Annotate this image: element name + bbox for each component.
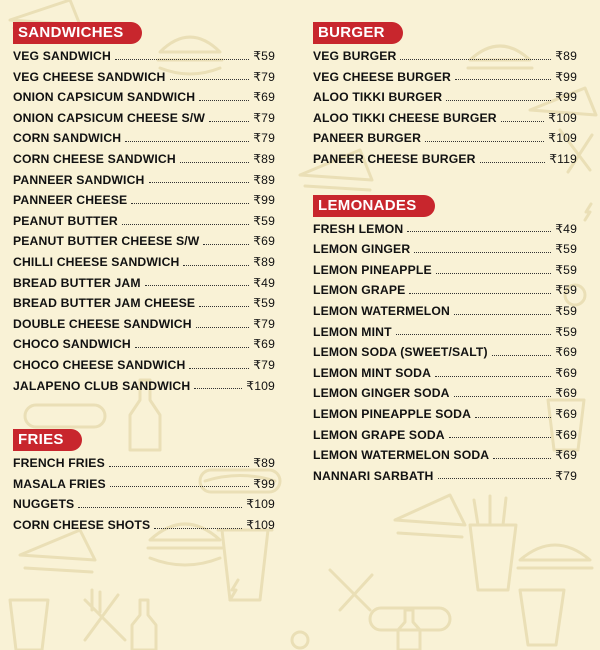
menu-item-name: VEG CHEESE BURGER: [313, 69, 451, 84]
menu-item-name: CHOCO CHEESE SANDWICH: [13, 357, 186, 372]
menu-item-price: ₹79: [253, 110, 275, 125]
menu-item: [13, 211, 275, 232]
menu-item: [313, 108, 577, 129]
dotted-leader: [454, 313, 551, 315]
right-column: [313, 22, 577, 486]
menu-item-name: LEMON GINGER: [313, 242, 411, 257]
dotted-leader: [409, 292, 551, 294]
menu-item-price: ₹59: [555, 324, 577, 339]
menu-item-price: ₹59: [555, 242, 577, 257]
menu-item-price: ₹69: [555, 365, 577, 380]
menu-item-name: NUGGETS: [13, 497, 75, 512]
menu-item: [13, 314, 275, 335]
dotted-leader: [501, 120, 545, 122]
sandwich-icon: [395, 495, 465, 537]
menu-item-price: ₹99: [555, 90, 577, 105]
menu-item-price: ₹89: [253, 254, 275, 269]
menu-item-price: ₹69: [253, 90, 275, 105]
menu-item: [313, 67, 577, 88]
dotted-leader: [199, 305, 249, 307]
menu-item: [13, 474, 275, 495]
menu-item-price: ₹59: [555, 262, 577, 277]
menu-item-name: LEMON MINT: [313, 324, 392, 339]
menu-item: [13, 190, 275, 211]
menu-item-price: ₹69: [253, 234, 275, 249]
menu-item-name: NANNARI SARBATH: [313, 468, 434, 483]
menu-item-price: ₹89: [253, 172, 275, 187]
dotted-leader: [438, 477, 552, 479]
menu-item-name: ONION CAPSICUM CHEESE S/W: [13, 110, 205, 125]
menu-item: [13, 494, 275, 515]
menu-item-name: CORN CHEESE SHOTS: [13, 517, 151, 532]
cup-icon: [218, 530, 272, 600]
dotted-leader: [180, 161, 249, 163]
menu-item-price: ₹79: [253, 69, 275, 84]
menu-item-name: ALOO TIKKI CHEESE BURGER: [313, 110, 497, 125]
menu-item-price: ₹79: [253, 316, 275, 331]
menu-item: [313, 322, 577, 343]
menu-item-price: ₹79: [253, 357, 275, 372]
menu-item-name: VEG SANDWICH: [13, 49, 111, 63]
menu-item-name: LEMON WATERMELON SODA: [313, 448, 490, 463]
menu-item-name: CHOCO SANDWICH: [13, 337, 131, 352]
section-header-lemonades: LEMONADES: [313, 195, 435, 217]
menu-item-price: ₹59: [253, 49, 275, 63]
dotted-leader: [425, 140, 544, 142]
fries-icon: [470, 496, 516, 590]
menu-item: [313, 466, 577, 487]
menu-item-name: LEMON PINEAPPLE SODA: [313, 406, 472, 421]
menu-item-name: PANNEER SANDWICH: [13, 172, 145, 187]
menu-item: [313, 46, 577, 67]
menu-item: [13, 170, 275, 191]
fries-list: [13, 453, 275, 535]
menu-item-name: FRENCH FRIES: [13, 456, 105, 471]
dotted-leader: [455, 78, 551, 80]
dotted-leader: [454, 395, 552, 397]
menu-item-price: ₹59: [555, 283, 577, 298]
menu-item-price: ₹99: [555, 69, 577, 84]
menu-item-name: CORN CHEESE SANDWICH: [13, 151, 176, 166]
menu-item-name: PEANUT BUTTER CHEESE S/W: [13, 234, 200, 249]
menu-item-name: CORN SANDWICH: [13, 131, 122, 146]
menu-item-name: PANEER BURGER: [313, 131, 422, 146]
menu-item: [313, 301, 577, 322]
menu-item: [13, 231, 275, 252]
cup-icon: [10, 600, 48, 650]
sandwiches-section: [13, 22, 275, 396]
dotted-leader: [493, 457, 551, 459]
menu-item-name: LEMON GINGER SODA: [313, 386, 450, 401]
dotted-leader: [475, 416, 551, 418]
menu-item-price: ₹89: [253, 456, 275, 471]
menu-item-price: ₹49: [253, 275, 275, 290]
menu-item: [13, 334, 275, 355]
menu-item-price: ₹109: [548, 131, 577, 146]
lemonades-section: [313, 195, 577, 487]
menu-item-price: ₹119: [549, 151, 577, 166]
menu-item: [13, 252, 275, 273]
menu-item: [313, 128, 577, 149]
dotted-leader: [396, 333, 552, 335]
menu-item: [313, 363, 577, 384]
menu-item-price: ₹79: [555, 468, 577, 483]
menu-item-name: MASALA FRIES: [13, 476, 106, 491]
dotted-leader: [209, 120, 249, 122]
section-header-burger: BURGER: [313, 22, 403, 44]
menu-item: [13, 67, 275, 88]
menu-item-name: ONION CAPSICUM SANDWICH: [13, 90, 196, 105]
dotted-leader: [194, 387, 242, 389]
dotted-leader: [149, 181, 250, 183]
menu-item-name: LEMON SODA (SWEET/SALT): [313, 345, 488, 360]
cup-icon: [520, 590, 564, 645]
menu-item: [13, 515, 275, 536]
menu-item-name: LEMON GRAPE SODA: [313, 427, 445, 442]
menu-item-name: LEMON MINT SODA: [313, 365, 432, 380]
menu-item-price: ₹99: [253, 476, 275, 491]
menu-item: [13, 293, 275, 314]
burger-section: [313, 22, 577, 170]
menu-item-name: VEG BURGER: [313, 49, 397, 63]
menu-item: [13, 108, 275, 129]
menu-item: [313, 87, 577, 108]
menu-item-price: ₹89: [253, 151, 275, 166]
menu-item: [13, 273, 275, 294]
menu-item: [313, 404, 577, 425]
menu-item: [13, 453, 275, 474]
menu-item: [313, 383, 577, 404]
menu-item-name: VEG CHEESE SANDWICH: [13, 69, 166, 84]
left-column: [13, 22, 275, 535]
menu-item: [313, 425, 577, 446]
dotted-leader: [131, 202, 249, 204]
dotted-leader: [400, 58, 551, 60]
menu-item-price: ₹109: [246, 378, 275, 393]
menu-item-price: ₹109: [246, 497, 275, 512]
dotted-leader: [196, 326, 250, 328]
dotted-leader: [170, 78, 250, 80]
dotted-leader: [435, 375, 551, 377]
menu-item-price: ₹69: [555, 427, 577, 442]
burger-list: [313, 46, 577, 170]
menu-item: [13, 355, 275, 376]
menu-item-name: FRESH LEMON: [313, 221, 404, 236]
menu-item-name: LEMON GRAPE: [313, 283, 406, 298]
menu-item: [13, 376, 275, 397]
dotted-leader: [407, 230, 551, 232]
dotted-leader: [480, 161, 546, 163]
menu-item: [13, 149, 275, 170]
menu-item-price: ₹69: [555, 386, 577, 401]
fork-knife-icon: [330, 570, 372, 610]
menu-item-name: BREAD BUTTER JAM: [13, 275, 141, 290]
dotted-leader: [199, 99, 249, 101]
sandwich-icon: [20, 530, 95, 572]
menu-item-price: ₹69: [253, 337, 275, 352]
dotted-leader: [436, 272, 552, 274]
dotted-leader: [446, 99, 551, 101]
fork-knife-icon: [85, 590, 125, 640]
dotted-leader: [414, 251, 551, 253]
fries-section: [13, 429, 275, 535]
menu-item: [313, 445, 577, 466]
menu-item-price: ₹89: [555, 49, 577, 63]
menu-item-price: ₹49: [555, 221, 577, 236]
dotted-leader: [135, 346, 249, 348]
dotted-leader: [109, 465, 249, 467]
burger-icon: [518, 545, 592, 568]
menu-item-price: ₹69: [555, 448, 577, 463]
dotted-leader: [110, 485, 249, 487]
menu-item: [313, 342, 577, 363]
dotted-leader: [78, 506, 242, 508]
menu-item-price: ₹79: [253, 131, 275, 146]
menu-item-name: JALAPENO CLUB SANDWICH: [13, 378, 191, 393]
dotted-leader: [145, 284, 250, 286]
menu-item-name: CHILLI CHEESE SANDWICH: [13, 254, 180, 269]
menu-item: [313, 260, 577, 281]
menu-item: [13, 87, 275, 108]
menu-item-price: ₹59: [555, 303, 577, 318]
menu-item-name: DOUBLE CHEESE SANDWICH: [13, 316, 192, 331]
dotted-leader: [492, 354, 551, 356]
menu-item-price: ₹59: [253, 296, 275, 311]
menu-item: [313, 280, 577, 301]
section-header-fries: FRIES: [13, 429, 82, 451]
dotted-leader: [203, 243, 249, 245]
menu-item-price: ₹69: [555, 406, 577, 421]
menu-item: [13, 128, 275, 149]
section-header-sandwiches: SANDWICHES: [13, 22, 142, 44]
menu-item-name: PANEER CHEESE BURGER: [313, 151, 476, 166]
dotted-leader: [125, 140, 249, 142]
menu-item-name: LEMON WATERMELON: [313, 303, 450, 318]
menu-item-price: ₹59: [253, 213, 275, 228]
menu-item-price: ₹109: [246, 517, 275, 532]
menu-item-name: BREAD BUTTER JAM CHEESE: [13, 296, 196, 311]
sandwiches-list: [13, 46, 275, 396]
menu-item: [313, 149, 577, 170]
menu-item-price: ₹69: [555, 345, 577, 360]
dotted-leader: [122, 223, 249, 225]
dotted-leader: [449, 436, 552, 438]
menu-item-price: ₹109: [548, 110, 577, 125]
menu-item: [313, 219, 577, 240]
menu-item-name: LEMON PINEAPPLE: [313, 262, 432, 277]
menu-item: [13, 46, 275, 67]
dotted-leader: [183, 264, 249, 266]
menu-item-name: ALOO TIKKI BURGER: [313, 90, 443, 105]
dotted-leader: [154, 527, 242, 529]
menu-item-price: ₹99: [253, 193, 275, 208]
dotted-leader: [115, 58, 249, 60]
menu-item-name: PANNEER CHEESE: [13, 193, 128, 208]
menu-item-name: PEANUT BUTTER: [13, 213, 118, 228]
lemonades-list: [313, 219, 577, 487]
dotted-leader: [189, 367, 249, 369]
bottle-icon: [132, 600, 156, 650]
menu-item: [313, 239, 577, 260]
